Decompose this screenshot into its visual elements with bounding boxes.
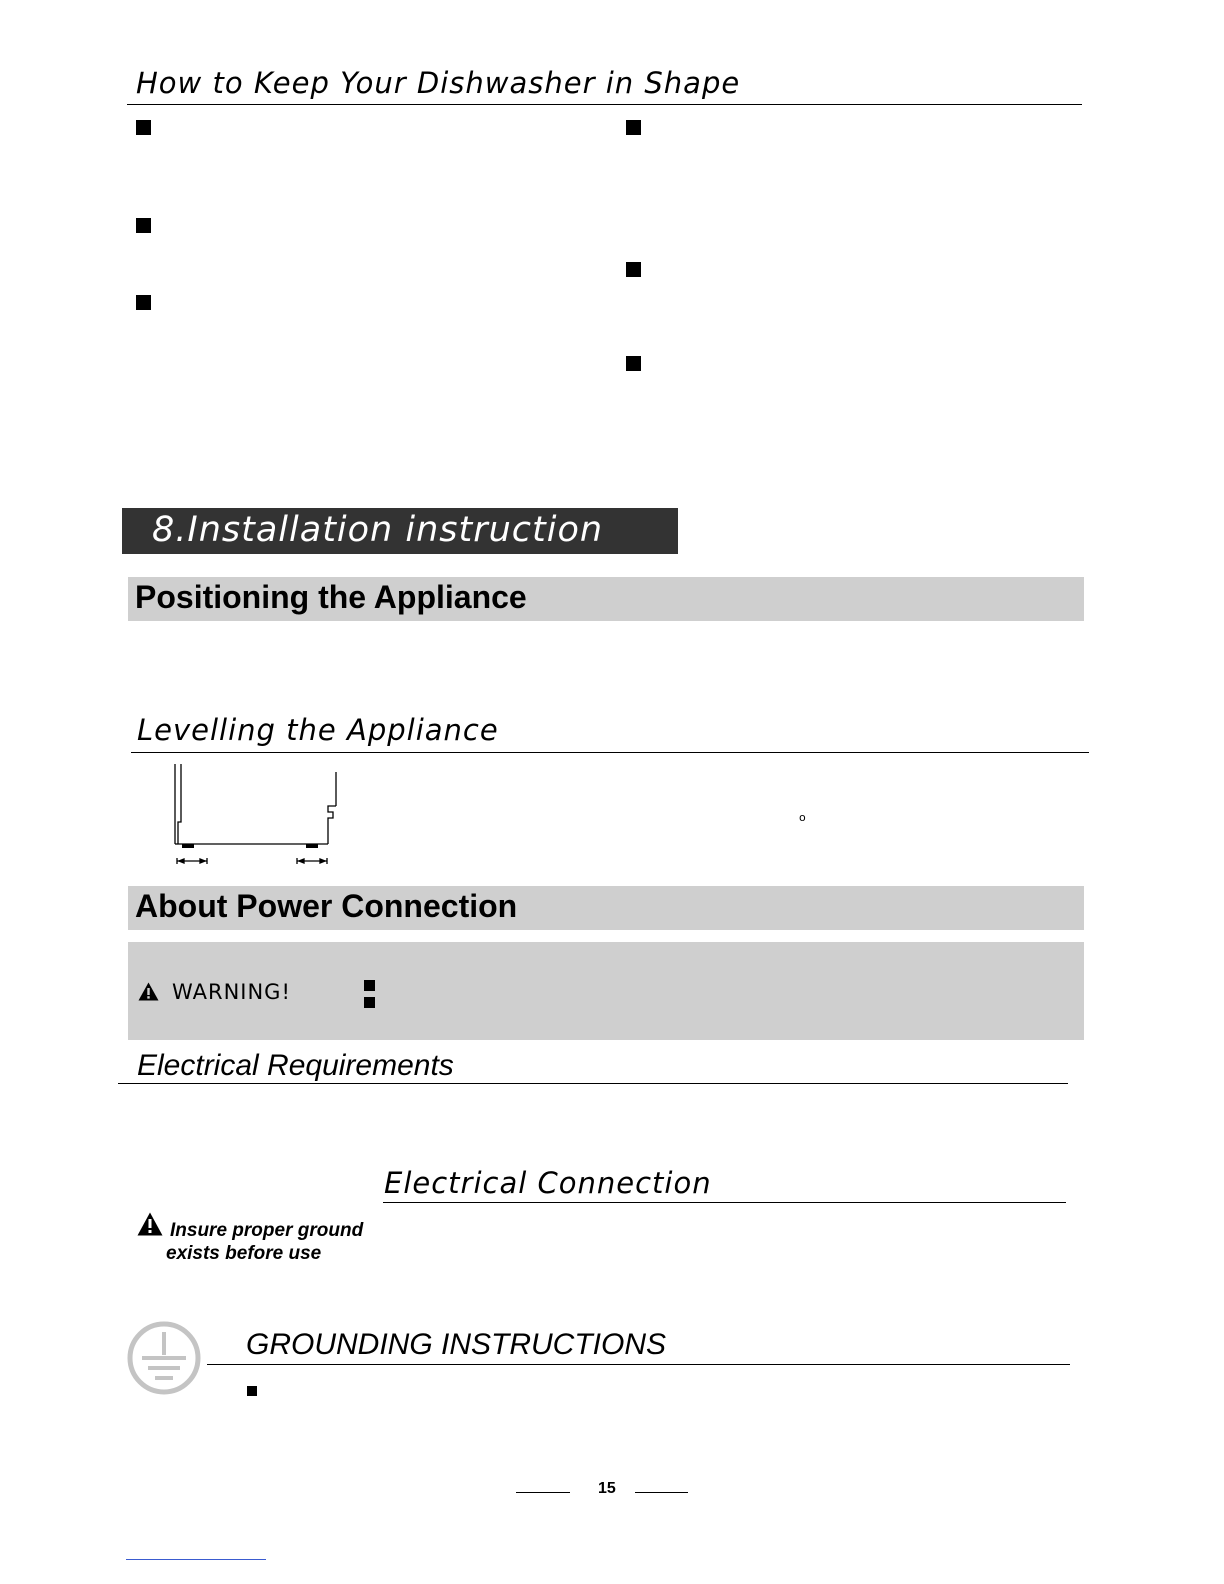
power-title: About Power Connection: [135, 888, 518, 924]
leveling-foot: [306, 844, 318, 848]
power-header: [128, 886, 1084, 930]
grounding-heading-rule: [207, 1364, 1070, 1365]
levelling-heading: Levelling the Appliance: [137, 713, 499, 747]
ground-warning-icon: [137, 1212, 163, 1236]
section-title: 8.Installation instruction: [152, 510, 604, 550]
care-heading-rule: [127, 104, 1082, 105]
bullet-marker: [136, 295, 151, 310]
warning-label: WARNING!: [172, 980, 291, 1004]
positioning-header: [128, 577, 1084, 621]
bullet-marker: [626, 356, 641, 371]
bullet-marker: [136, 218, 151, 233]
degree-mark: o: [799, 811, 806, 824]
electrical-requirements-rule: [118, 1083, 1068, 1084]
levelling-heading-rule: [131, 752, 1089, 753]
ground-note-line2: exists before use: [166, 1243, 322, 1264]
bullet-marker: [136, 120, 151, 135]
electrical-requirements-heading: Electrical Requirements: [137, 1049, 454, 1082]
bullet-marker: [364, 997, 375, 1008]
bullet-marker: [626, 120, 641, 135]
bullet-marker: [364, 980, 375, 991]
footer-rule-left: [516, 1492, 570, 1493]
bullet-marker: [247, 1386, 257, 1396]
warning-box: [128, 942, 1084, 1040]
grounding-heading: GROUNDING INSTRUCTIONS: [246, 1328, 666, 1361]
levelling-diagram: [165, 760, 345, 872]
electrical-connection-heading: Electrical Connection: [384, 1166, 712, 1200]
ground-symbol-icon: [126, 1320, 204, 1398]
care-heading: How to Keep Your Dishwasher in Shape: [136, 66, 741, 100]
page-number: 15: [598, 1480, 616, 1497]
section-banner: [122, 508, 678, 554]
ground-note-line1: Insure proper ground: [170, 1220, 364, 1241]
footer-rule-right: [635, 1492, 688, 1493]
electrical-connection-rule: [383, 1202, 1066, 1203]
bullet-marker: [626, 262, 641, 277]
positioning-title: Positioning the Appliance: [135, 579, 527, 615]
bottom-link-underline: [126, 1559, 266, 1560]
leveling-foot: [182, 844, 194, 848]
warning-icon: [138, 982, 159, 1001]
